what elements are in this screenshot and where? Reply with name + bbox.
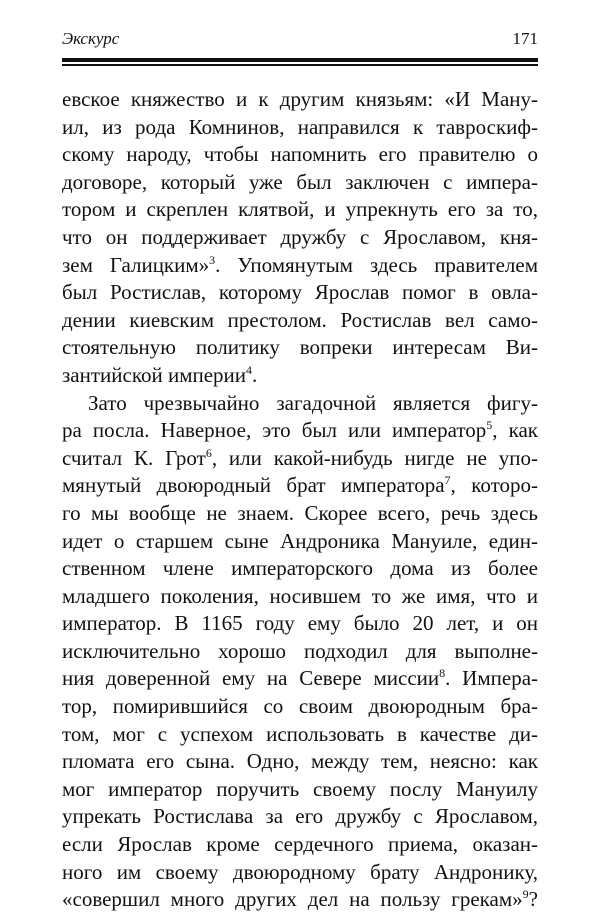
text-line [62, 886, 538, 914]
running-header [62, 24, 538, 46]
text-line: мог император поручить своему послу Мануилу [62, 776, 538, 801]
footnote-ref[interactable]: 5 [486, 418, 493, 433]
text-line: идет о старшем сыне Андроника Мануиле, един- [62, 528, 538, 553]
body-text [62, 86, 538, 914]
text-line: том, мог с успехом использовать в качестве ди- [62, 721, 538, 746]
text-line: упрекать Ростислава за его дружбу с Ярославом, [62, 804, 538, 829]
text-line: дении киевским престолом. Ростислав вел само- [62, 307, 538, 332]
text-segment: считал К. Грот [62, 445, 206, 470]
footnote-ref[interactable]: 4 [246, 362, 253, 377]
footnote-ref[interactable]: 8 [439, 666, 446, 681]
text-line [62, 417, 538, 445]
text-segment: . Импера- [445, 666, 539, 691]
text-segment: «совершил много других дел на пользу грекам» [62, 887, 523, 912]
footnote-ref[interactable]: 6 [205, 445, 212, 460]
text-line: император. В 1165 году ему было 20 лет, и он [62, 611, 538, 636]
text-segment: , которо- [450, 473, 538, 498]
text-segment: , или какой-нибудь нигде не упо- [211, 445, 539, 470]
text-line: тором и скреплен клятвой, и упрекнуть его за то, [62, 197, 538, 222]
text-line [62, 445, 538, 473]
header-rule-thin [62, 64, 538, 66]
text-line: исключительно хорошо подходил для выполне- [62, 638, 538, 663]
text-segment: ния доверенной ему на Севере миссии [62, 666, 440, 691]
footnote-ref[interactable]: 7 [444, 473, 451, 488]
text-line: тор, помирившийся со своим двоюродным бра- [62, 694, 538, 719]
text-line: стоятельную политику вопреки интересам Ви- [62, 335, 538, 360]
text-line [62, 665, 538, 693]
text-segment: ра посла. Наверное, это был или император [62, 418, 487, 443]
text-segment: мянутый двоюродный брат императора [62, 473, 445, 498]
text-segment: зем Галицким» [62, 252, 210, 277]
text-segment: . [252, 362, 258, 387]
text-segment: зантийской империи [62, 362, 247, 387]
text-segment: , как [492, 418, 538, 443]
footnote-ref[interactable]: 9 [522, 887, 529, 902]
text-line: ственном члене императорского дома из более [62, 556, 538, 581]
running-title: Экскурс [62, 29, 120, 48]
text-segment: . Упомянутым здесь правителем [215, 252, 538, 277]
text-segment: ? [528, 887, 538, 912]
text-line: пломата его сына. Одно, между тем, неясно: как [62, 749, 538, 774]
text-line: был Ростислав, которому Ярослав помог в овла- [62, 280, 538, 305]
text-line: что он поддерживает дружбу с Ярославом, кня- [62, 224, 538, 249]
text-line: го мы вообще не знаем. Скорее всего, речь здесь [62, 500, 538, 525]
text-line: младшего поколения, носившем то же имя, что и [62, 583, 538, 608]
text-line: скому народу, чтобы напомнить его правителю о [62, 142, 538, 167]
text-line: ного им своему двоюродному брату Андронику, [62, 859, 538, 884]
page-number: 171 [512, 29, 538, 48]
text-line: ил, из рода Комнинов, направился к тавроскиф- [62, 114, 538, 139]
text-line: евское княжество и к другим князьям: «И Ману- [62, 87, 538, 111]
text-line: договоре, который уже был заключен с импера- [62, 169, 538, 194]
footnote-ref[interactable]: 3 [209, 252, 216, 267]
header-rule-thick [62, 58, 538, 62]
paragraph-first-line: Зато чрезвычайно загадочной является фигу- [88, 390, 538, 415]
text-line [62, 472, 538, 500]
text-line: если Ярослав кроме сердечного приема, оказан- [62, 832, 538, 857]
text-line [62, 362, 538, 390]
text-line [62, 252, 538, 280]
